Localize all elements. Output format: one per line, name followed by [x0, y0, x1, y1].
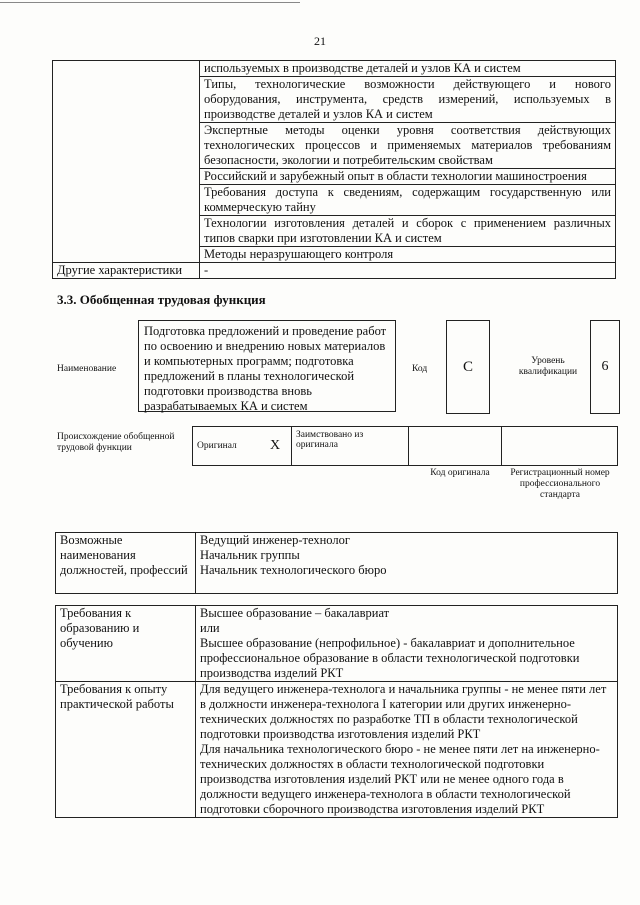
- origin-table: [192, 426, 618, 466]
- position-item: Начальник группы: [200, 548, 300, 562]
- qualification-level-box: 6: [590, 320, 620, 414]
- experience-label: Требования к опыту практической работы: [56, 682, 196, 818]
- qualification-level-label: Уровень квалификации: [518, 356, 578, 377]
- code-original-caption: Код оригинала: [430, 468, 490, 478]
- education-values: [196, 606, 618, 682]
- origin-label: Происхождение обобщенной трудовой функции: [57, 432, 175, 453]
- table-row: [53, 263, 616, 279]
- name-label: Наименование: [57, 364, 117, 374]
- competency-item: Экспертные методы оценки уровня соответствия действующих технологических процессов и применяемых материалов требованиям безопасности, экологии и потребительским свойствам: [200, 123, 616, 169]
- competencies-table: [52, 60, 616, 279]
- positions-values: [196, 533, 618, 594]
- education-item: Высшее образование (непрофильное) - бакалавриат и дополнительное профессиональное образование в области технологической подготовки производства изделий РКТ: [200, 636, 580, 680]
- experience-values: [196, 682, 618, 818]
- education-item: или: [200, 621, 220, 635]
- code-original-cell: [409, 427, 502, 466]
- section-title: 3.3. Обобщенная трудовая функция: [57, 292, 266, 307]
- competency-item: используемых в производстве деталей и узлов КА и систем: [200, 61, 616, 77]
- top-rule: [0, 2, 300, 3]
- competency-item: Технологии изготовления деталей и сборок с применением различных типов сварки при изготовлении КА и систем: [200, 216, 616, 247]
- competency-item: Требования доступа к сведениям, содержащим государственную или коммерческую тайну: [200, 185, 616, 216]
- education-item: Высшее образование – бакалавриат: [200, 606, 390, 620]
- table-row: [193, 427, 618, 466]
- other-characteristics-value: -: [200, 263, 616, 279]
- experience-item: Для ведущего инженера-технолога и начальника группы - не менее пяти лет в должности инженера-технолога I категории или других инженерно-технических должностях по разработке ТП в области технологической подготовки производства изготовления изделий РКТ: [200, 682, 607, 741]
- reg-number-caption: Регистрационный номер профессионального стандарта: [510, 468, 610, 500]
- competency-item: Методы неразрушающего контроля: [200, 247, 616, 263]
- empty-label-cell: [53, 61, 200, 263]
- reg-number-cell: [502, 427, 618, 466]
- table-row: [56, 682, 618, 818]
- function-code-box: C: [446, 320, 490, 414]
- borrowed-label: Заимствовано из оригинала: [292, 427, 409, 466]
- competency-item: Российский и зарубежный опыт в области технологии машиностроения: [200, 169, 616, 185]
- code-label: Код: [412, 364, 428, 374]
- original-mark: X: [259, 427, 292, 466]
- original-label: Оригинал: [193, 427, 260, 466]
- positions-table: [55, 532, 618, 594]
- table-row: [56, 606, 618, 682]
- education-label: Требования к образованию и обучению: [56, 606, 196, 682]
- function-name-box: Подготовка предложений и проведение работ по освоению и внедрению новых материалов и компьютерных программ; подготовка предложений в планы технологической подготовки производства вновь разрабатываемых КА и систем: [138, 320, 396, 412]
- competency-item: Типы, технологические возможности действующего и нового оборудования, инструмента, средств измерений, используемых в производстве деталей и узлов КА и систем: [200, 77, 616, 123]
- positions-label: Возможные наименования должностей, профессий: [56, 533, 196, 594]
- position-item: Ведущий инженер-технолог: [200, 533, 350, 547]
- position-item: Начальник технологического бюро: [200, 563, 387, 577]
- table-row: [56, 533, 618, 594]
- requirements-table: [55, 605, 618, 818]
- table-row: [53, 61, 616, 77]
- other-characteristics-label: Другие характеристики: [53, 263, 200, 279]
- page-number: 21: [314, 34, 326, 48]
- experience-item: Для начальника технологического бюро - не менее пяти лет на инженерно-технических должностях в области технологической подготовки производства изготовления изделий РКТ или не менее одного года в должности ведущего инженера-технолога в области технологической подготовки сборочного производства изготовления изделий РКТ: [200, 742, 600, 816]
